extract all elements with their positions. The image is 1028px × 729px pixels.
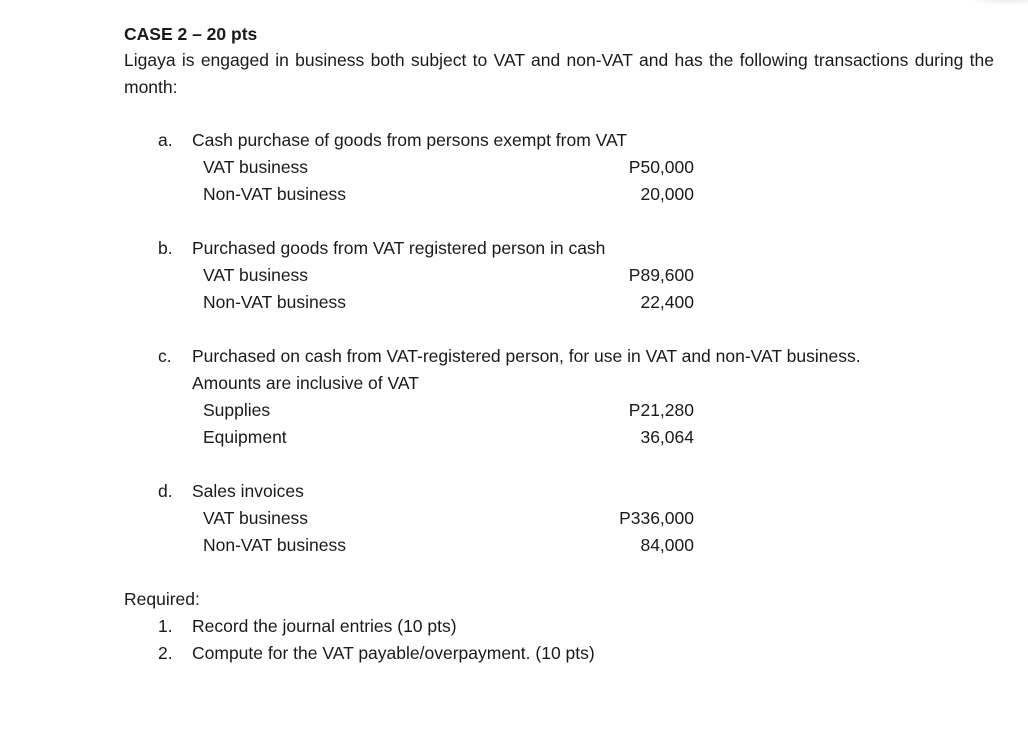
amount-row: [158, 397, 994, 424]
amount-row: [158, 505, 994, 532]
transaction-item-d: [158, 478, 994, 559]
item-description-note: Amounts are inclusive of VAT: [192, 373, 419, 393]
row-label: Non-VAT business: [203, 535, 346, 555]
item-letter: a.: [158, 130, 173, 150]
row-amount: 36,064: [640, 427, 694, 447]
row-label: Equipment: [203, 427, 287, 447]
transaction-item-a: [158, 127, 994, 208]
amount-row: [158, 289, 994, 316]
case-intro: Ligaya is engaged in business both subject to VAT and non-VAT and has the following transactions during the month:: [124, 50, 994, 97]
amount-row: [158, 424, 994, 451]
item-description: Purchased goods from VAT registered person in cash: [192, 238, 606, 258]
required-section: [124, 586, 994, 667]
row-label: VAT business: [203, 508, 309, 528]
required-number: 2.: [158, 643, 173, 663]
amount-row: [158, 262, 994, 289]
corner-shadow: [948, 0, 1028, 6]
item-letter: b.: [158, 238, 173, 258]
item-description: Sales invoices: [192, 481, 304, 501]
required-item: [158, 640, 994, 667]
row-amount: P50,000: [628, 157, 694, 177]
row-amount: P336,000: [619, 508, 694, 528]
row-label: VAT business: [203, 265, 309, 285]
case-title: CASE 2 – 20 pts: [124, 24, 258, 44]
required-number: 1.: [158, 616, 173, 636]
row-label: Non-VAT business: [203, 184, 346, 204]
item-heading: [158, 235, 994, 262]
amount-row: [158, 154, 994, 181]
item-heading: [158, 343, 994, 370]
amount-row: [158, 532, 994, 559]
item-letter: c.: [158, 346, 172, 366]
row-amount: P21,280: [628, 400, 694, 420]
row-label: Supplies: [203, 400, 271, 420]
item-description: Purchased on cash from VAT-registered person, for use in VAT and non-VAT business.: [192, 346, 861, 366]
item-heading-line2: [158, 370, 994, 397]
required-list: [158, 613, 994, 667]
row-label: VAT business: [203, 157, 309, 177]
transaction-item-c: [158, 343, 994, 451]
row-label: Non-VAT business: [203, 292, 346, 312]
document-body: [124, 22, 994, 667]
row-amount: P89,600: [628, 265, 694, 285]
required-heading: Required:: [124, 589, 200, 609]
amount-row: [158, 181, 994, 208]
required-text: Compute for the VAT payable/overpayment. (10 pts): [192, 643, 595, 663]
item-description: Cash purchase of goods from persons exempt from VAT: [192, 130, 628, 150]
required-item: [158, 613, 994, 640]
row-amount: 84,000: [640, 535, 694, 555]
item-heading: [158, 127, 994, 154]
item-letter: d.: [158, 481, 173, 501]
required-text: Record the journal entries (10 pts): [192, 616, 457, 636]
row-amount: 22,400: [640, 292, 694, 312]
item-heading: [158, 478, 994, 505]
row-amount: 20,000: [640, 184, 694, 204]
transaction-item-b: [158, 235, 994, 316]
